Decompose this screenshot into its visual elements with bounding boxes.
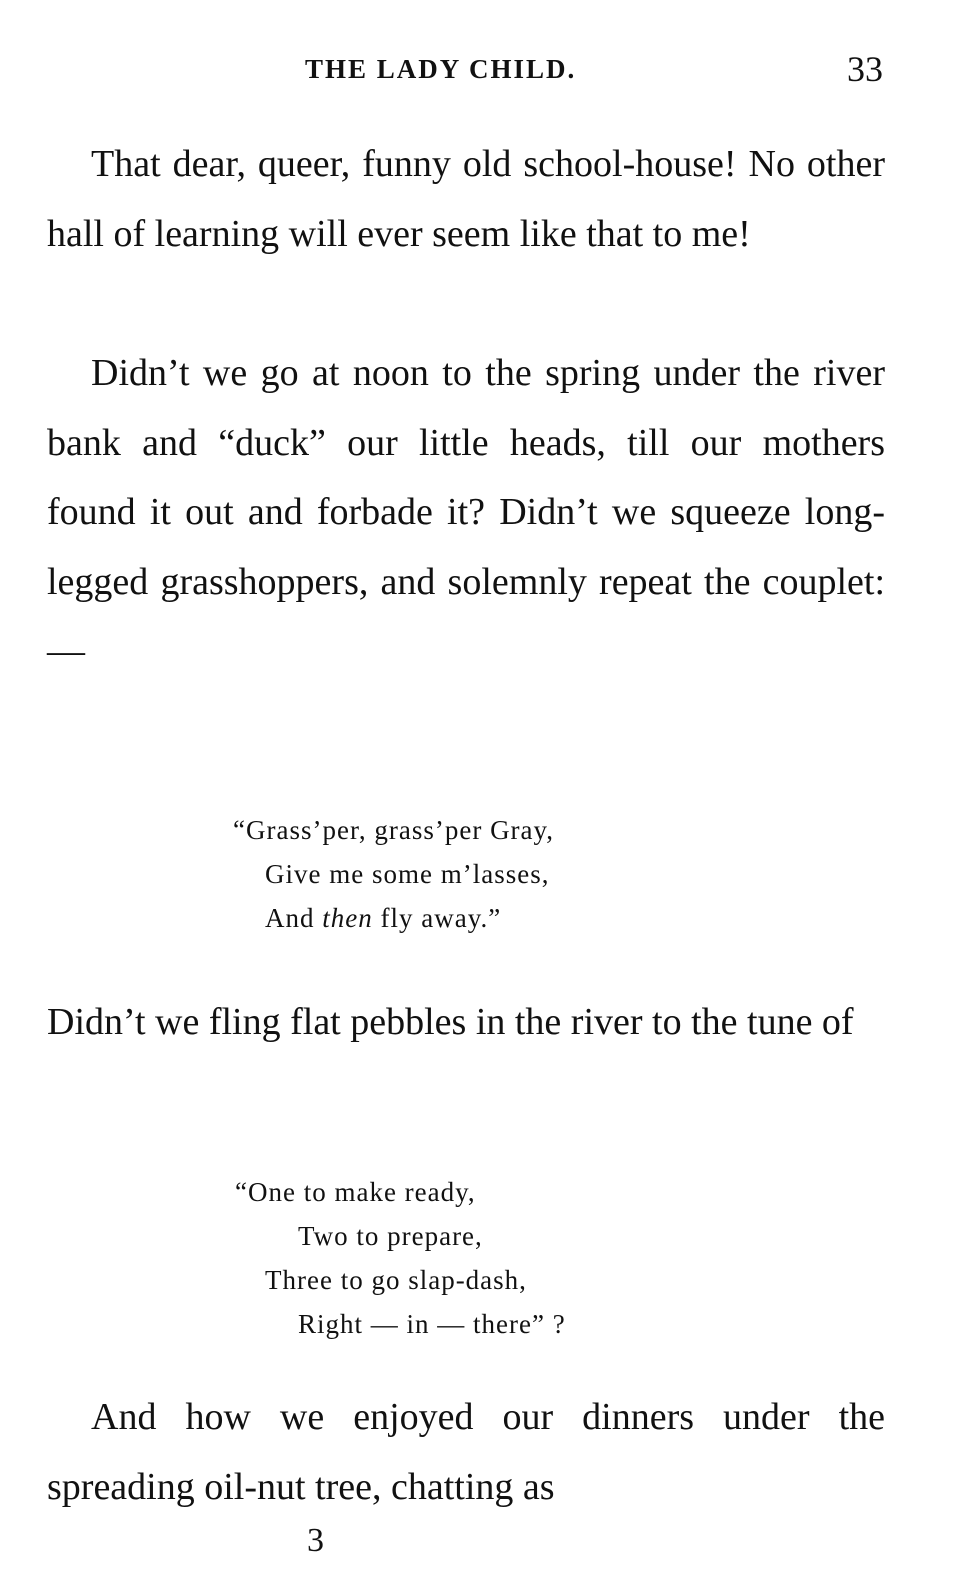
page-number: 33 [847, 49, 883, 89]
verse-emphasis: then [322, 903, 373, 933]
paragraph-1: That dear, queer, funny old school-house! No other hall of learning will ever seem like that to me! [47, 143, 885, 255]
verse-line: Give me some m’lasses, [265, 859, 550, 889]
verse-line: “One to make ready, [235, 1177, 476, 1207]
verse-line: Two to prepare, [298, 1221, 483, 1251]
verse-line: “Grass’per, grass’per Gray, [233, 815, 555, 845]
paragraph-4: And how we enjoyed our dinners under the spreading oil-nut tree, chatting as [47, 1396, 885, 1508]
verse-line [265, 896, 963, 940]
paragraph-3: Didn’t we fling flat pebbles in the river to the tune of [47, 1001, 854, 1043]
verse-text: And [265, 903, 323, 933]
verse-pebbles [0, 1170, 963, 1346]
verse-line: Right — in — there” ? [298, 1309, 566, 1339]
paragraph-2: Didn’t we go at noon to the spring under the river bank and “duck” our little heads, till our mothers found it out and forbade it? Didn’t we squeeze long-legged grasshoppers, and solemnly repeat the couplet: — [47, 352, 885, 672]
verse-text: fly away.” [372, 903, 502, 933]
verse-grasshopper [0, 808, 963, 940]
running-title: THE LADY CHILD. [305, 54, 577, 84]
verse-line: Three to go slap-dash, [265, 1265, 527, 1295]
signature-mark: 3 [307, 1522, 324, 1559]
running-head [0, 48, 963, 88]
